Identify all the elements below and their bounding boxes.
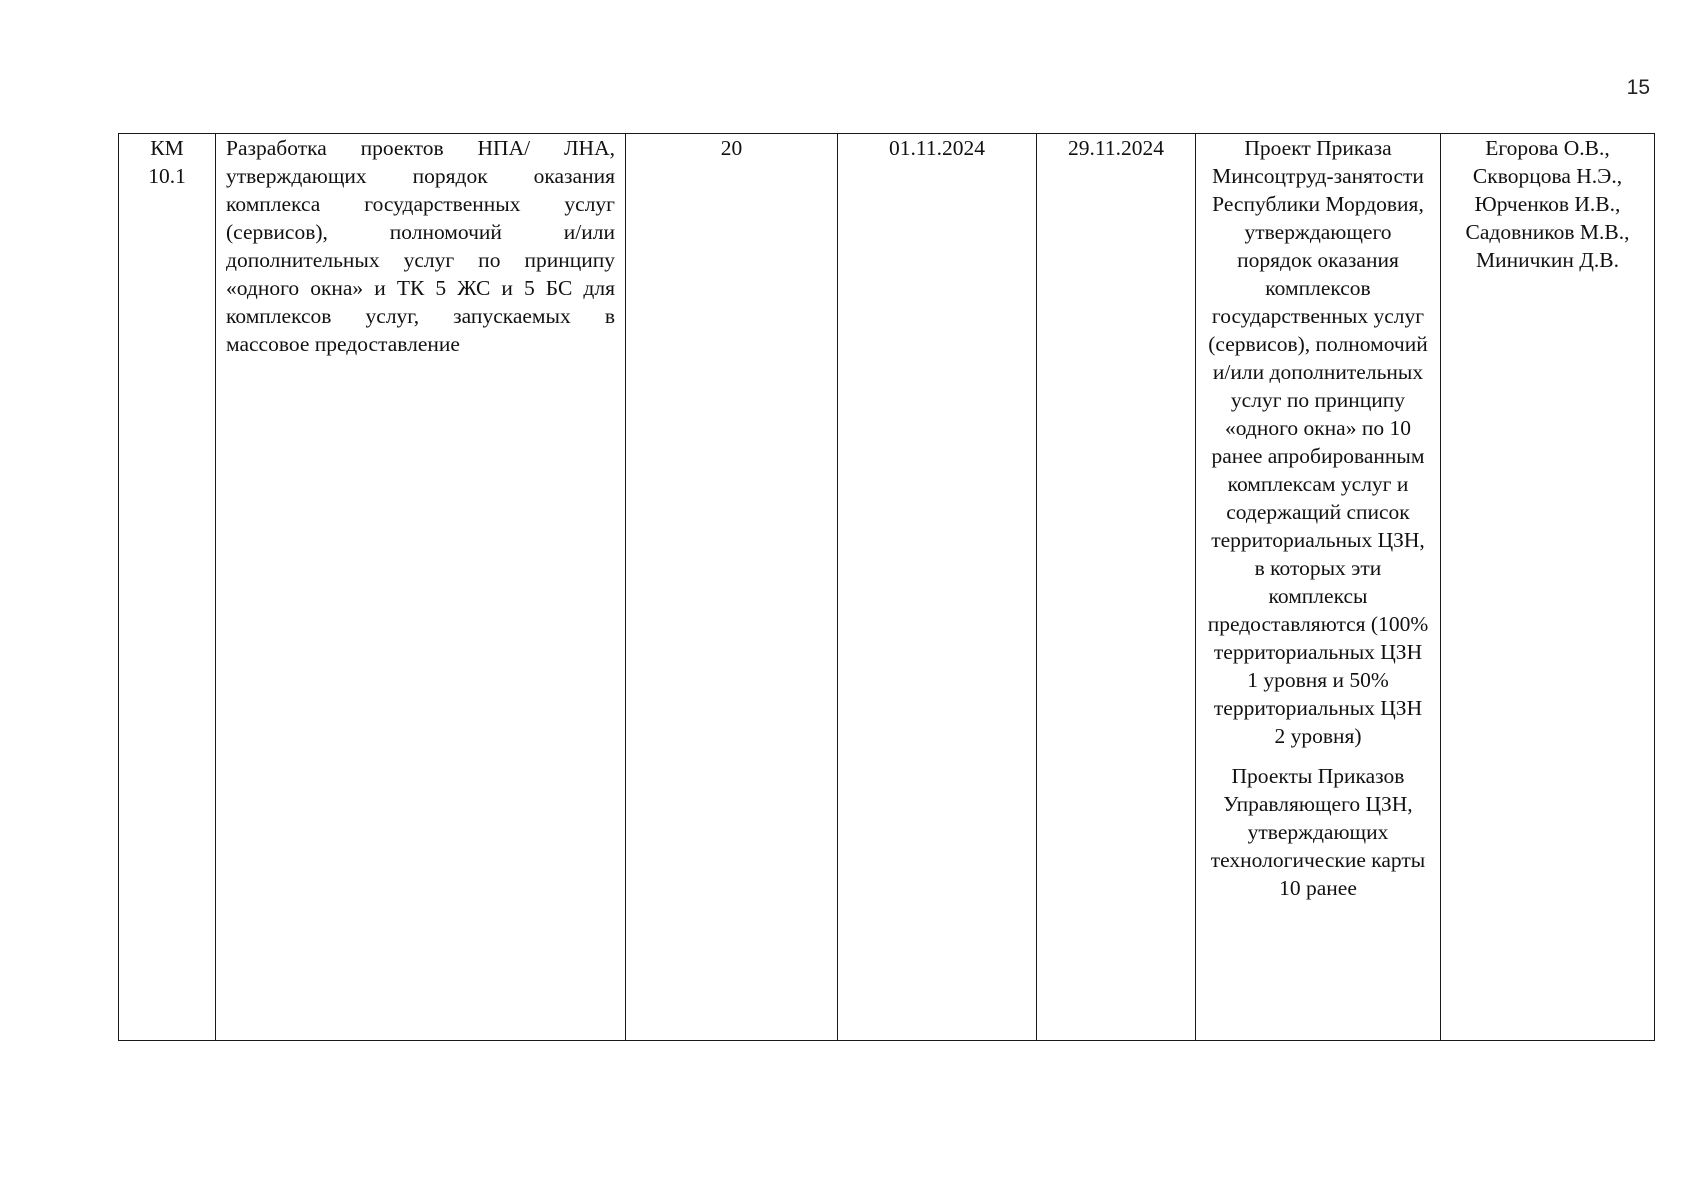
code-prefix: КМ <box>150 136 184 160</box>
result-order-czn: Проекты Приказов Управляющего ЦЗН, утверждающих технологические карты 10 ранее <box>1210 764 1426 900</box>
cell-responsible <box>1441 134 1655 1041</box>
result-order-ministry: Проект Приказа Минсоцтруд-занятости Республики Мордовия, утверждающего порядок оказания комплексов государственных услуг (сервисов), полномочий и/или дополнительных услуг по принципу «одного окна» по 10 ранее апробированным комплексам услуг и содержащий список территориальных ЦЗН, в которых эти комплексы предоставляются (100% территориальных ЦЗН 1 уровня и 50% территориальных ЦЗН 2 уровня) <box>1207 136 1429 748</box>
responsible-person: Скворцова Н.Э., <box>1472 164 1623 188</box>
cell-start-date: 01.11.2024 <box>838 134 1037 1041</box>
table-row <box>119 134 1655 1041</box>
cell-result <box>1196 134 1441 1041</box>
page-number: 15 <box>1626 76 1650 99</box>
code-number: 10.1 <box>148 164 186 188</box>
cell-count: 20 <box>626 134 838 1041</box>
cell-name: Разработка проектов НПА/ ЛНА, утверждающих порядок оказания комплекса государственных услуг (сервисов), полномочий и/или дополнительных услуг по принципу «одного окна» и ТК 5 ЖС и 5 БС для комплексов услуг, запускаемых в массовое предоставление <box>216 134 626 1041</box>
responsible-person: Миничкин Д.В. <box>1475 248 1620 272</box>
cell-end-date: 29.11.2024 <box>1037 134 1196 1041</box>
responsible-person: Юрченков И.В., <box>1474 192 1621 216</box>
plan-table <box>118 133 1655 1041</box>
responsible-person: Егорова О.В., <box>1485 136 1610 160</box>
responsible-person: Садовников М.В., <box>1465 220 1630 244</box>
cell-code <box>119 134 216 1041</box>
